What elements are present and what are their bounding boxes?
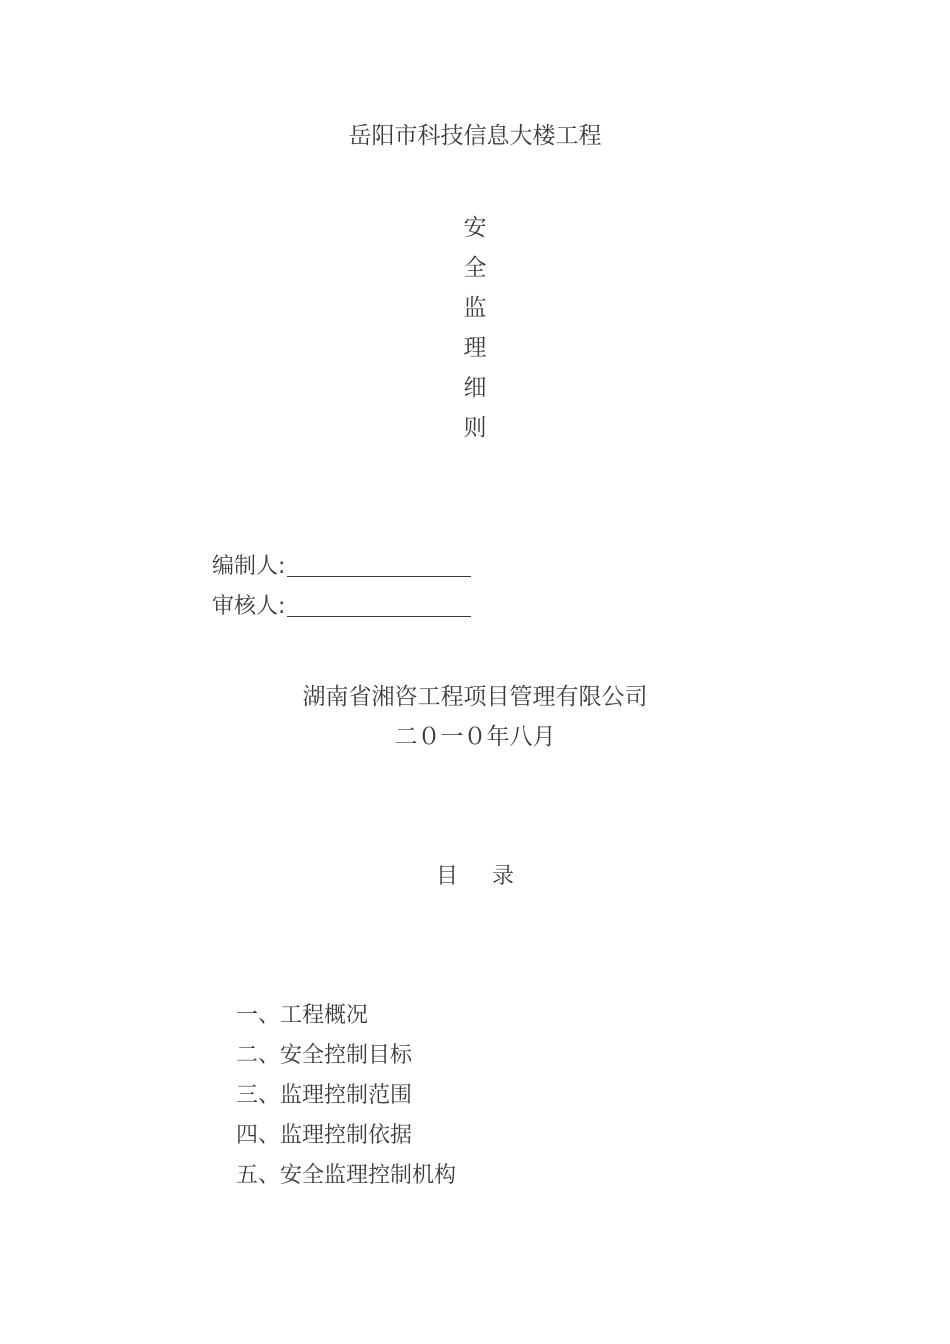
compiler-label: 编制人:: [212, 554, 286, 579]
toc-heading: [0, 861, 950, 893]
document-title-vertical: [445, 208, 505, 448]
toc-list: [236, 1000, 456, 1200]
compiler-signature-line: [287, 552, 471, 577]
document-title-char: 全: [463, 255, 487, 281]
document-title-char: 安: [463, 215, 487, 241]
company-name: 湖南省湘咨工程项目管理有限公司: [302, 684, 648, 710]
reviewer-label: 审核人:: [212, 594, 286, 619]
toc-item: 一、工程概况: [236, 1003, 369, 1028]
document-date: 二０一０年八月: [394, 724, 556, 750]
reviewer-signature-line: [287, 592, 471, 617]
reviewer-signature-row: [212, 592, 471, 622]
document-title-char: 细: [463, 375, 487, 401]
toc-item: 二、安全控制目标: [236, 1043, 413, 1068]
document-title-char: 理: [463, 335, 487, 361]
project-title: 岳阳市科技信息大楼工程: [348, 123, 602, 149]
toc-item: 四、监理控制依据: [236, 1123, 413, 1148]
document-title-char: 则: [463, 415, 487, 441]
toc-heading-char: 目: [435, 864, 458, 889]
toc-item: 五、安全监理控制机构: [236, 1163, 457, 1188]
document-title-char: 监: [463, 295, 487, 321]
toc-heading-char: 录: [492, 864, 515, 889]
compiler-signature-row: [212, 552, 471, 582]
toc-item: 三、监理控制范围: [236, 1083, 413, 1108]
